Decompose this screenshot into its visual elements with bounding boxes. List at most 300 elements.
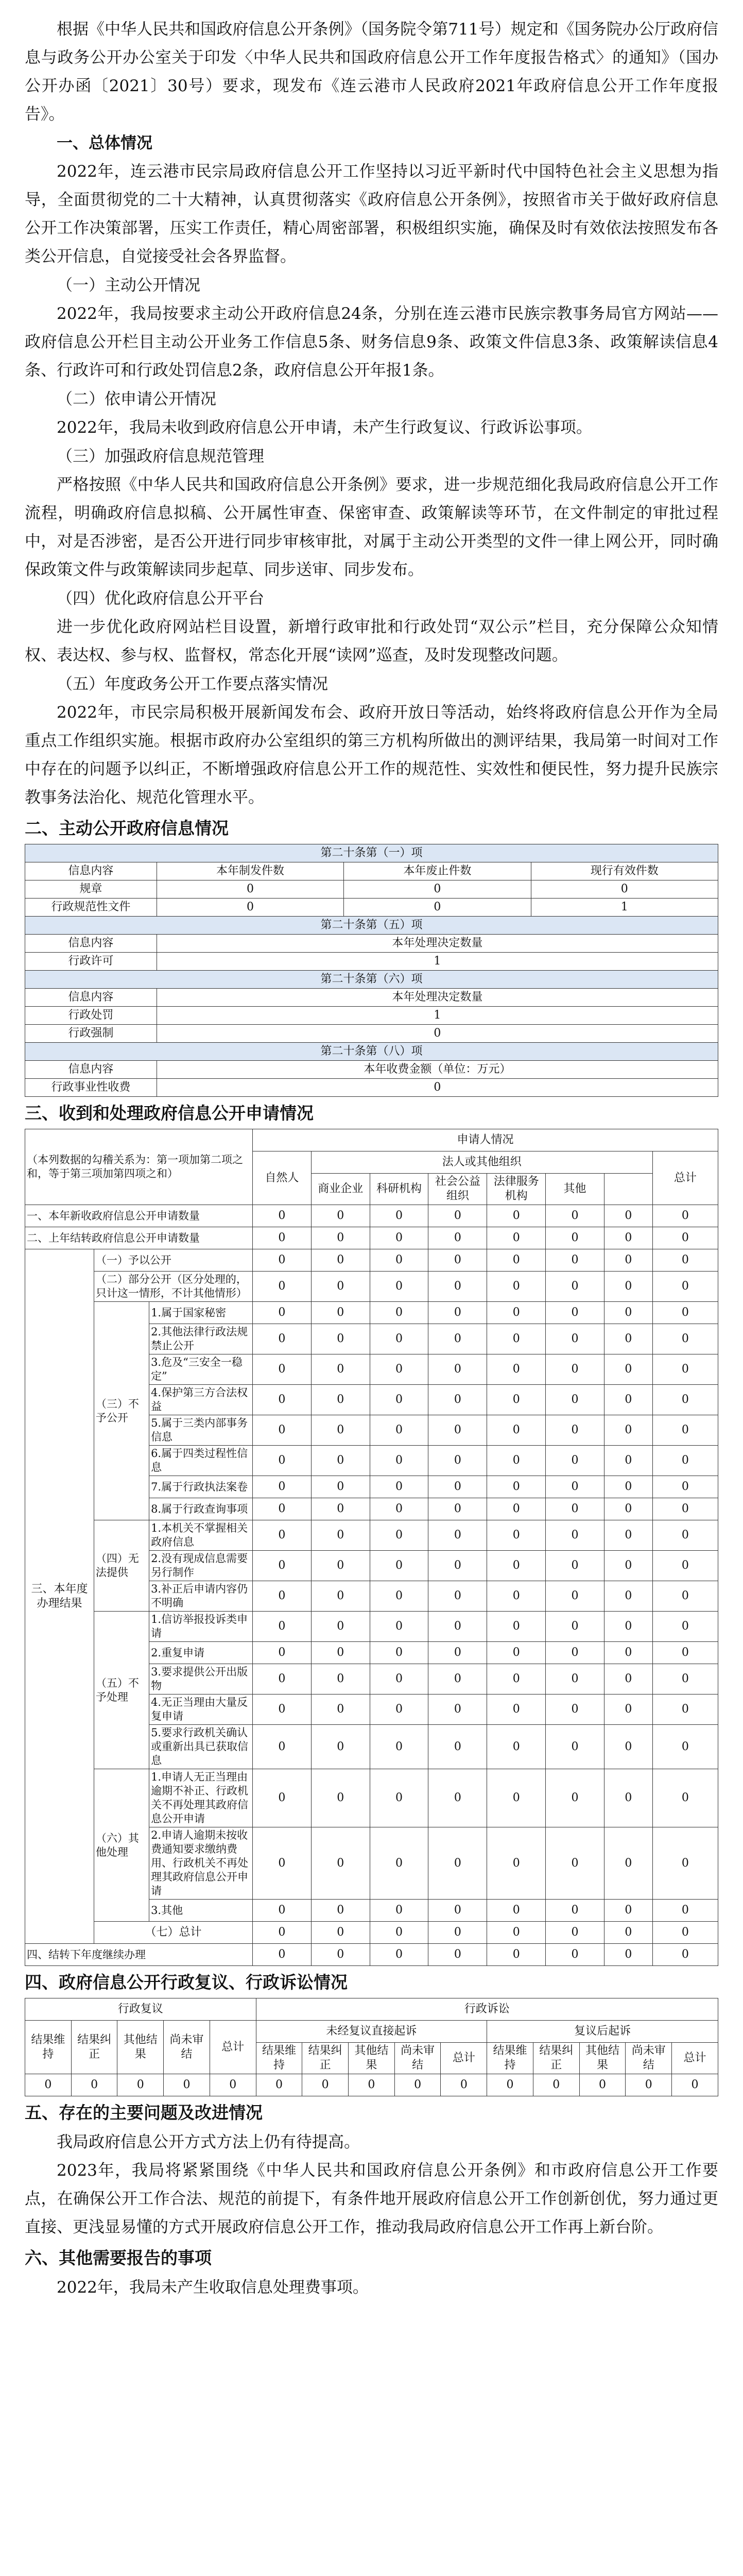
col-header: 尚未审结 bbox=[626, 2043, 672, 2074]
count-cell: 0 bbox=[487, 1302, 546, 1324]
col-header: 结果维持 bbox=[25, 2021, 72, 2074]
col-header: 其他结果 bbox=[117, 2021, 164, 2074]
count-cell: 0 bbox=[428, 1249, 487, 1272]
count-cell: 0 bbox=[604, 1769, 652, 1827]
count-cell: 0 bbox=[428, 1498, 487, 1520]
count-cell: 0 bbox=[604, 1324, 652, 1354]
row-label: 3.危及“三安全一稳定” bbox=[149, 1354, 253, 1385]
count-cell: 0 bbox=[652, 1769, 718, 1827]
subsection-d-title: （四）优化政府信息公开平台 bbox=[57, 589, 264, 608]
row-label: 4.保护第三方合法权益 bbox=[149, 1385, 253, 1415]
count-cell: 0 bbox=[487, 1900, 546, 1922]
count-cell: 0 bbox=[487, 1415, 546, 1446]
count-cell: 0 bbox=[370, 1476, 428, 1498]
count-cell: 0 bbox=[370, 1415, 428, 1446]
count-cell: 0 bbox=[546, 1302, 604, 1324]
table-header: 信息内容 bbox=[25, 862, 157, 880]
category-label: （六）其他处理 bbox=[94, 1769, 149, 1922]
count-cell: 0 bbox=[25, 2074, 72, 2096]
count-cell: 0 bbox=[546, 1354, 604, 1385]
count-cell: 0 bbox=[604, 1725, 652, 1769]
count-cell: 0 bbox=[546, 1612, 604, 1642]
count-cell: 0 bbox=[487, 1581, 546, 1612]
count-cell: 0 bbox=[487, 1694, 546, 1725]
count-cell: 0 bbox=[604, 1446, 652, 1476]
table-cell: 0 bbox=[157, 899, 343, 917]
improvement-paragraph: 2023年，我局将紧紧围绕《中华人民共和国政府信息公开条例》和市政府信息公开工作要点，在确保公开工作合法、规范的前提下，有条件地开展政府信息公开工作创新创优，努力通过更直接、更浅显易懂的方式开展政府信息公开工作，推动我局政府信息公开工作再上新台阶。 bbox=[25, 2161, 718, 2236]
table-header: 现行有效件数 bbox=[531, 862, 718, 880]
count-cell: 0 bbox=[604, 1551, 652, 1581]
count-cell: 0 bbox=[370, 1272, 428, 1302]
subsection-e-title: （五）年度政务公开工作要点落实情况 bbox=[57, 675, 328, 693]
count-cell: 0 bbox=[546, 1944, 604, 1966]
count-cell: 0 bbox=[428, 1551, 487, 1581]
count-cell: 0 bbox=[652, 1498, 718, 1520]
count-cell: 0 bbox=[428, 1476, 487, 1498]
count-cell: 0 bbox=[252, 1725, 311, 1769]
count-cell: 0 bbox=[546, 1324, 604, 1354]
count-cell: 0 bbox=[652, 1415, 718, 1446]
count-cell: 0 bbox=[579, 2074, 626, 2096]
table-header: 本年收费金额（单位：万元） bbox=[157, 1061, 718, 1079]
row-label: 2.没有现成信息需要另行制作 bbox=[149, 1551, 253, 1581]
count-cell: 0 bbox=[652, 1249, 718, 1272]
table-cell: 0 bbox=[344, 880, 531, 899]
count-cell: 0 bbox=[487, 1922, 546, 1944]
table-cell: 1 bbox=[157, 953, 718, 971]
org-type-header: 社会公益组织 bbox=[428, 1174, 487, 1205]
count-cell: 0 bbox=[652, 1272, 718, 1302]
row-label: 5.属于三类内部事务信息 bbox=[149, 1415, 253, 1446]
count-cell: 0 bbox=[441, 2074, 487, 2096]
count-cell: 0 bbox=[487, 1385, 546, 1415]
count-cell: 0 bbox=[370, 1827, 428, 1900]
count-cell: 0 bbox=[652, 1612, 718, 1642]
count-cell: 0 bbox=[349, 2074, 395, 2096]
table-cell: 0 bbox=[157, 880, 343, 899]
count-cell: 0 bbox=[370, 1944, 428, 1966]
count-cell: 0 bbox=[546, 1581, 604, 1612]
count-cell: 0 bbox=[428, 1694, 487, 1725]
section-5-title: 五、存在的主要问题及改进情况 bbox=[25, 2103, 263, 2123]
count-cell: 0 bbox=[604, 1476, 652, 1498]
count-cell: 0 bbox=[626, 2074, 672, 2096]
count-cell: 0 bbox=[252, 1205, 311, 1227]
count-cell: 0 bbox=[604, 1205, 652, 1227]
table-cell: 行政事业性收费 bbox=[25, 1079, 157, 1097]
count-cell: 0 bbox=[546, 1249, 604, 1272]
review-header: 行政复议 bbox=[25, 1998, 256, 2021]
overview-paragraph: 2022年，连云港市民宗局政府信息公开工作坚持以习近平新时代中国特色社会主义思想为指导，全面贯彻党的二十大精神，认真贯彻落实《政府信息公开条例》，按照省市关于做好政府信息公开工作决策部署，压实工作责任，精心周密部署，积极组织实施，确保及时有效依法按照发布各类公开信息，自觉接受社会各界监督。 bbox=[25, 162, 718, 266]
count-cell: 0 bbox=[428, 1302, 487, 1324]
count-cell: 0 bbox=[210, 2074, 256, 2096]
col-header: 其他结果 bbox=[579, 2043, 626, 2074]
table-cell: 1 bbox=[531, 899, 718, 917]
row-label: 一、本年新收政府信息公开申请数量 bbox=[25, 1205, 253, 1227]
count-cell: 0 bbox=[311, 1769, 370, 1827]
table-band: 第二十条第（五）项 bbox=[25, 917, 718, 935]
row-label: 1.属于国家秘密 bbox=[149, 1302, 253, 1324]
count-cell: 0 bbox=[546, 1922, 604, 1944]
count-cell: 0 bbox=[252, 1642, 311, 1664]
count-cell: 0 bbox=[604, 1900, 652, 1922]
org-type-header: 商业企业 bbox=[311, 1174, 370, 1205]
count-cell: 0 bbox=[604, 1581, 652, 1612]
org-type-header: 其他 bbox=[546, 1174, 604, 1205]
count-cell: 0 bbox=[546, 1385, 604, 1415]
count-cell: 0 bbox=[604, 1642, 652, 1664]
count-cell: 0 bbox=[252, 1324, 311, 1354]
count-cell: 0 bbox=[533, 2074, 579, 2096]
count-cell: 0 bbox=[546, 1476, 604, 1498]
count-cell: 0 bbox=[428, 1446, 487, 1476]
table-header: 信息内容 bbox=[25, 1061, 157, 1079]
row-label: 1.信访举报投诉类申请 bbox=[149, 1612, 253, 1642]
count-cell: 0 bbox=[311, 1354, 370, 1385]
count-cell: 0 bbox=[311, 1551, 370, 1581]
count-cell: 0 bbox=[652, 1227, 718, 1249]
count-cell: 0 bbox=[428, 1205, 487, 1227]
count-cell: 0 bbox=[546, 1551, 604, 1581]
count-cell: 0 bbox=[652, 1551, 718, 1581]
count-cell: 0 bbox=[428, 1612, 487, 1642]
count-cell: 0 bbox=[546, 1827, 604, 1900]
natural-person-header: 自然人 bbox=[252, 1151, 311, 1205]
row-label: （一）予以公开 bbox=[94, 1249, 252, 1272]
count-cell: 0 bbox=[252, 1922, 311, 1944]
count-cell: 0 bbox=[311, 1922, 370, 1944]
count-cell: 0 bbox=[652, 1302, 718, 1324]
count-cell: 0 bbox=[370, 1551, 428, 1581]
count-cell: 0 bbox=[370, 1581, 428, 1612]
count-cell: 0 bbox=[252, 1498, 311, 1520]
count-cell: 0 bbox=[487, 1944, 546, 1966]
table-header: 本年处理决定数量 bbox=[157, 935, 718, 953]
count-cell: 0 bbox=[546, 1498, 604, 1520]
col-header: 总计 bbox=[672, 2043, 718, 2074]
count-cell: 0 bbox=[546, 1446, 604, 1476]
count-cell: 0 bbox=[311, 1944, 370, 1966]
count-cell: 0 bbox=[487, 1227, 546, 1249]
table-band: 第二十条第（六）项 bbox=[25, 971, 718, 989]
col-header: 总计 bbox=[210, 2021, 256, 2074]
count-cell: 0 bbox=[311, 1520, 370, 1551]
col-header: 总计 bbox=[441, 2043, 487, 2074]
row-label: 2.申请人逾期未按收费通知要求缴纳费用、行政机关不再处理其政府信息公开申请 bbox=[149, 1827, 253, 1900]
row-label: 8.属于行政查询事项 bbox=[149, 1498, 253, 1520]
count-cell: 0 bbox=[252, 1249, 311, 1272]
count-cell: 0 bbox=[370, 1227, 428, 1249]
count-cell: 0 bbox=[370, 1302, 428, 1324]
table-cell: 行政许可 bbox=[25, 953, 157, 971]
col-header: 结果维持 bbox=[256, 2043, 302, 2074]
table-cell: 0 bbox=[531, 880, 718, 899]
count-cell: 0 bbox=[652, 1446, 718, 1476]
count-cell: 0 bbox=[428, 1642, 487, 1664]
row-label: 6.属于四类过程性信息 bbox=[149, 1446, 253, 1476]
row-label: 1.申请人无正当理由逾期不补正、行政机关不再处理其政府信息公开申请 bbox=[149, 1769, 253, 1827]
count-cell: 0 bbox=[311, 1664, 370, 1694]
count-cell: 0 bbox=[487, 1249, 546, 1272]
proactive-disclosure-table bbox=[25, 844, 718, 1097]
count-cell: 0 bbox=[487, 1354, 546, 1385]
count-cell: 0 bbox=[428, 1922, 487, 1944]
table-cell: 规章 bbox=[25, 880, 157, 899]
count-cell: 0 bbox=[428, 1725, 487, 1769]
count-cell: 0 bbox=[487, 1725, 546, 1769]
count-cell: 0 bbox=[604, 1498, 652, 1520]
count-cell: 0 bbox=[370, 1769, 428, 1827]
applicant-header: 申请人情况 bbox=[252, 1129, 718, 1151]
count-cell: 0 bbox=[311, 1415, 370, 1446]
count-cell: 0 bbox=[370, 1612, 428, 1642]
count-cell: 0 bbox=[370, 1520, 428, 1551]
count-cell: 0 bbox=[546, 1520, 604, 1551]
count-cell: 0 bbox=[604, 1922, 652, 1944]
col-header: 结果纠正 bbox=[71, 2021, 117, 2074]
count-cell: 0 bbox=[604, 1385, 652, 1415]
table-cell: 1 bbox=[157, 1007, 718, 1025]
count-cell: 0 bbox=[252, 1476, 311, 1498]
count-cell: 0 bbox=[604, 1354, 652, 1385]
category-label: （五）不予处理 bbox=[94, 1612, 149, 1769]
table-cell: 0 bbox=[157, 1025, 718, 1043]
table-band: 第二十条第（八）项 bbox=[25, 1043, 718, 1061]
count-cell: 0 bbox=[428, 1944, 487, 1966]
table-cell: 行政强制 bbox=[25, 1025, 157, 1043]
row-label: （二）部分公开（区分处理的，只计这一情形，不计其他情形） bbox=[94, 1272, 252, 1302]
total-header: 总计 bbox=[652, 1151, 718, 1205]
count-cell: 0 bbox=[428, 1272, 487, 1302]
count-cell: 0 bbox=[252, 1272, 311, 1302]
count-cell: 0 bbox=[252, 1581, 311, 1612]
count-cell: 0 bbox=[252, 1769, 311, 1827]
count-cell: 0 bbox=[652, 1581, 718, 1612]
table-cell: 行政处罚 bbox=[25, 1007, 157, 1025]
application-handling-table bbox=[25, 1129, 718, 1966]
count-cell: 0 bbox=[311, 1324, 370, 1354]
subsection-d-text: 进一步优化政府网站栏目设置，新增行政审批和行政处罚“双公示”栏目，充分保障公众知情权、表达权、参与权、监督权，常态化开展“读网”巡查，及时发现整改问题。 bbox=[25, 618, 718, 665]
count-cell: 0 bbox=[546, 1725, 604, 1769]
review-litigation-table bbox=[25, 1998, 718, 2096]
count-cell: 0 bbox=[487, 1446, 546, 1476]
count-cell: 0 bbox=[428, 1900, 487, 1922]
row-label: 4.无正当理由大量反复申请 bbox=[149, 1694, 253, 1725]
table-cell: 0 bbox=[157, 1079, 718, 1097]
col-header: 尚未审结 bbox=[394, 2043, 441, 2074]
count-cell: 0 bbox=[428, 1415, 487, 1446]
count-cell: 0 bbox=[252, 1520, 311, 1551]
count-cell: 0 bbox=[370, 1249, 428, 1272]
col-header: 结果纠正 bbox=[302, 2043, 349, 2074]
count-cell: 0 bbox=[370, 1922, 428, 1944]
count-cell: 0 bbox=[546, 1664, 604, 1694]
count-cell: 0 bbox=[652, 1205, 718, 1227]
category-label: （四）无法提供 bbox=[94, 1520, 149, 1612]
row-label: （七）总计 bbox=[94, 1922, 252, 1944]
problems-paragraph: 我局政府信息公开方式方法上仍有待提高。 bbox=[57, 2133, 360, 2151]
count-cell: 0 bbox=[370, 1446, 428, 1476]
count-cell: 0 bbox=[604, 1249, 652, 1272]
count-cell: 0 bbox=[252, 1446, 311, 1476]
count-cell: 0 bbox=[252, 1694, 311, 1725]
col-header: 结果维持 bbox=[487, 2043, 533, 2074]
count-cell: 0 bbox=[604, 1520, 652, 1551]
count-cell: 0 bbox=[487, 1664, 546, 1694]
count-cell: 0 bbox=[546, 1769, 604, 1827]
row-label: 2.其他法律行政法规禁止公开 bbox=[149, 1324, 253, 1354]
not-reviewed-header: 未经复议直接起诉 bbox=[256, 2021, 487, 2043]
count-cell: 0 bbox=[311, 1227, 370, 1249]
table-cell: 0 bbox=[344, 899, 531, 917]
count-cell: 0 bbox=[487, 1827, 546, 1900]
count-cell: 0 bbox=[311, 1612, 370, 1642]
count-cell: 0 bbox=[546, 1900, 604, 1922]
count-cell: 0 bbox=[604, 1612, 652, 1642]
count-cell: 0 bbox=[370, 1354, 428, 1385]
table-corner-note: （本列数据的勾稽关系为：第一项加第二项之和，等于第三项加第四项之和） bbox=[25, 1129, 253, 1205]
section-6-title: 六、其他需要报告的事项 bbox=[25, 2248, 212, 2268]
count-cell: 0 bbox=[252, 1551, 311, 1581]
count-cell: 0 bbox=[311, 1498, 370, 1520]
subsection-c-text: 严格按照《中华人民共和国政府信息公开条例》要求，进一步规范细化我局政府信息公开工作流程，明确政府信息拟稿、公开属性审查、保密审查、政策解读等环节，在文件制定的审批过程中，对是否涉密，是否公开进行同步审核审批，对属于主动公开类型的文件一律上网公开，同时确保政策文件与政策解读同步起草、同步送审、同步发布。 bbox=[25, 476, 718, 579]
count-cell: 0 bbox=[311, 1249, 370, 1272]
count-cell: 0 bbox=[252, 1385, 311, 1415]
subsection-b-text: 2022年，我局未收到政府信息公开申请，未产生行政复议、行政诉讼事项。 bbox=[57, 418, 592, 437]
count-cell: 0 bbox=[652, 1944, 718, 1966]
count-cell: 0 bbox=[370, 1205, 428, 1227]
count-cell: 0 bbox=[252, 1827, 311, 1900]
count-cell: 0 bbox=[652, 1827, 718, 1900]
count-cell: 0 bbox=[252, 1415, 311, 1446]
count-cell: 0 bbox=[311, 1725, 370, 1769]
count-cell: 0 bbox=[546, 1694, 604, 1725]
row-label: 1.本机关不掌握相关政府信息 bbox=[149, 1520, 253, 1551]
count-cell: 0 bbox=[487, 1520, 546, 1551]
count-cell: 0 bbox=[311, 1581, 370, 1612]
count-cell: 0 bbox=[652, 1642, 718, 1664]
count-cell: 0 bbox=[311, 1642, 370, 1664]
count-cell: 0 bbox=[652, 1664, 718, 1694]
count-cell: 0 bbox=[252, 1302, 311, 1324]
subsection-e-text: 2022年，市民宗局积极开展新闻发布会、政府开放日等活动，始终将政府信息公开作为全局重点工作组织实施。根据市政府办公室组织的第三方机构所做出的测评结果，我局第一时间对工作中存在的问题予以纠正，不断增强政府信息公开工作的规范性、实效性和便民性，努力提升民族宗教事务法治化、规范化管理水平。 bbox=[25, 703, 718, 807]
count-cell: 0 bbox=[652, 1922, 718, 1944]
table-header: 信息内容 bbox=[25, 989, 157, 1007]
row-label: 2.重复申请 bbox=[149, 1642, 253, 1664]
count-cell: 0 bbox=[428, 1581, 487, 1612]
count-cell: 0 bbox=[487, 1642, 546, 1664]
outcome-label: 三、本年度办理结果 bbox=[25, 1249, 94, 1944]
count-cell: 0 bbox=[311, 1446, 370, 1476]
count-cell: 0 bbox=[604, 1694, 652, 1725]
count-cell: 0 bbox=[370, 1664, 428, 1694]
count-cell: 0 bbox=[252, 1354, 311, 1385]
count-cell: 0 bbox=[256, 2074, 302, 2096]
count-cell: 0 bbox=[252, 1944, 311, 1966]
count-cell: 0 bbox=[370, 1725, 428, 1769]
legal-entity-header: 法人或其他组织 bbox=[311, 1151, 652, 1174]
count-cell: 0 bbox=[652, 1694, 718, 1725]
col-header: 其他结果 bbox=[349, 2043, 395, 2074]
count-cell: 0 bbox=[71, 2074, 117, 2096]
count-cell: 0 bbox=[117, 2074, 164, 2096]
subsection-a-title: （一）主动公开情况 bbox=[57, 276, 200, 295]
count-cell: 0 bbox=[311, 1385, 370, 1415]
count-cell: 0 bbox=[487, 1476, 546, 1498]
count-cell: 0 bbox=[546, 1415, 604, 1446]
count-cell: 0 bbox=[487, 1498, 546, 1520]
count-cell: 0 bbox=[428, 1354, 487, 1385]
row-label: 5.要求行政机关确认或重新出具已获取信息 bbox=[149, 1725, 253, 1769]
count-cell: 0 bbox=[311, 1694, 370, 1725]
count-cell: 0 bbox=[428, 1324, 487, 1354]
col-header: 结果纠正 bbox=[533, 2043, 579, 2074]
count-cell: 0 bbox=[311, 1476, 370, 1498]
count-cell: 0 bbox=[652, 1354, 718, 1385]
litigation-header: 行政诉讼 bbox=[256, 1998, 718, 2021]
table-header: 本年处理决定数量 bbox=[157, 989, 718, 1007]
table-header: 本年制发件数 bbox=[157, 862, 343, 880]
count-cell: 0 bbox=[546, 1227, 604, 1249]
count-cell: 0 bbox=[311, 1827, 370, 1900]
org-type-header: 法律服务机构 bbox=[487, 1174, 546, 1205]
count-cell: 0 bbox=[487, 1272, 546, 1302]
row-label: 3.其他 bbox=[149, 1900, 253, 1922]
other-matters-paragraph: 2022年，我局未产生收取信息处理费事项。 bbox=[57, 2278, 369, 2297]
count-cell: 0 bbox=[428, 1520, 487, 1551]
count-cell: 0 bbox=[546, 1272, 604, 1302]
count-cell: 0 bbox=[252, 1612, 311, 1642]
col-header: 尚未审结 bbox=[164, 2021, 210, 2074]
count-cell: 0 bbox=[370, 1385, 428, 1415]
subsection-a-text: 2022年，我局按要求主动公开政府信息24条，分别在连云港市民族宗教事务局官方网站——政府信息公开栏目主动公开业务工作信息5条、财务信息9条、政策文件信息3条、政策解读信息4条、行政许可和行政处罚信息2条，政府信息公开年报1条。 bbox=[25, 304, 718, 380]
count-cell: 0 bbox=[487, 1612, 546, 1642]
table-cell: 行政规范性文件 bbox=[25, 899, 157, 917]
count-cell: 0 bbox=[652, 1900, 718, 1922]
count-cell: 0 bbox=[252, 1664, 311, 1694]
subsection-b-title: （二）依申请公开情况 bbox=[57, 390, 216, 409]
row-label: 3.补正后申请内容仍不明确 bbox=[149, 1581, 253, 1612]
section-4-title: 四、政府信息公开行政复议、行政诉讼情况 bbox=[25, 1972, 348, 1992]
count-cell: 0 bbox=[652, 1520, 718, 1551]
count-cell: 0 bbox=[302, 2074, 349, 2096]
category-label: （三）不予公开 bbox=[94, 1302, 149, 1520]
count-cell: 0 bbox=[604, 1415, 652, 1446]
count-cell: 0 bbox=[311, 1900, 370, 1922]
count-cell: 0 bbox=[428, 1664, 487, 1694]
count-cell: 0 bbox=[370, 1694, 428, 1725]
table-header: 信息内容 bbox=[25, 935, 157, 953]
row-label: 二、上年结转政府信息公开申请数量 bbox=[25, 1227, 253, 1249]
count-cell: 0 bbox=[487, 1769, 546, 1827]
count-cell: 0 bbox=[652, 1385, 718, 1415]
count-cell: 0 bbox=[604, 1272, 652, 1302]
count-cell: 0 bbox=[311, 1205, 370, 1227]
section-1-title: 一、总体情况 bbox=[57, 134, 152, 152]
after-review-header: 复议后起诉 bbox=[487, 2021, 718, 2043]
row-label: 3.要求提供公开出版物 bbox=[149, 1664, 253, 1694]
row-label: 7.属于行政执法案卷 bbox=[149, 1476, 253, 1498]
count-cell: 0 bbox=[252, 1227, 311, 1249]
section-2-title: 二、主动公开政府信息情况 bbox=[25, 818, 229, 838]
count-cell: 0 bbox=[370, 1324, 428, 1354]
count-cell: 0 bbox=[652, 1725, 718, 1769]
subsection-c-title: （三）加强政府信息规范管理 bbox=[57, 447, 264, 466]
count-cell: 0 bbox=[370, 1642, 428, 1664]
intro-paragraph: 根据《中华人民共和国政府信息公开条例》（国务院令第711号）规定和《国务院办公厅政府信息与政务公开办公室关于印发〈中华人民共和国政府信息公开工作年度报告格式〉的通知》（国办公开办函〔2021〕30号）要求，现发布《连云港市人民政府2021年政府信息公开工作年度报告》。 bbox=[25, 20, 718, 124]
count-cell: 0 bbox=[672, 2074, 718, 2096]
table-band: 第二十条第（一）项 bbox=[25, 844, 718, 862]
